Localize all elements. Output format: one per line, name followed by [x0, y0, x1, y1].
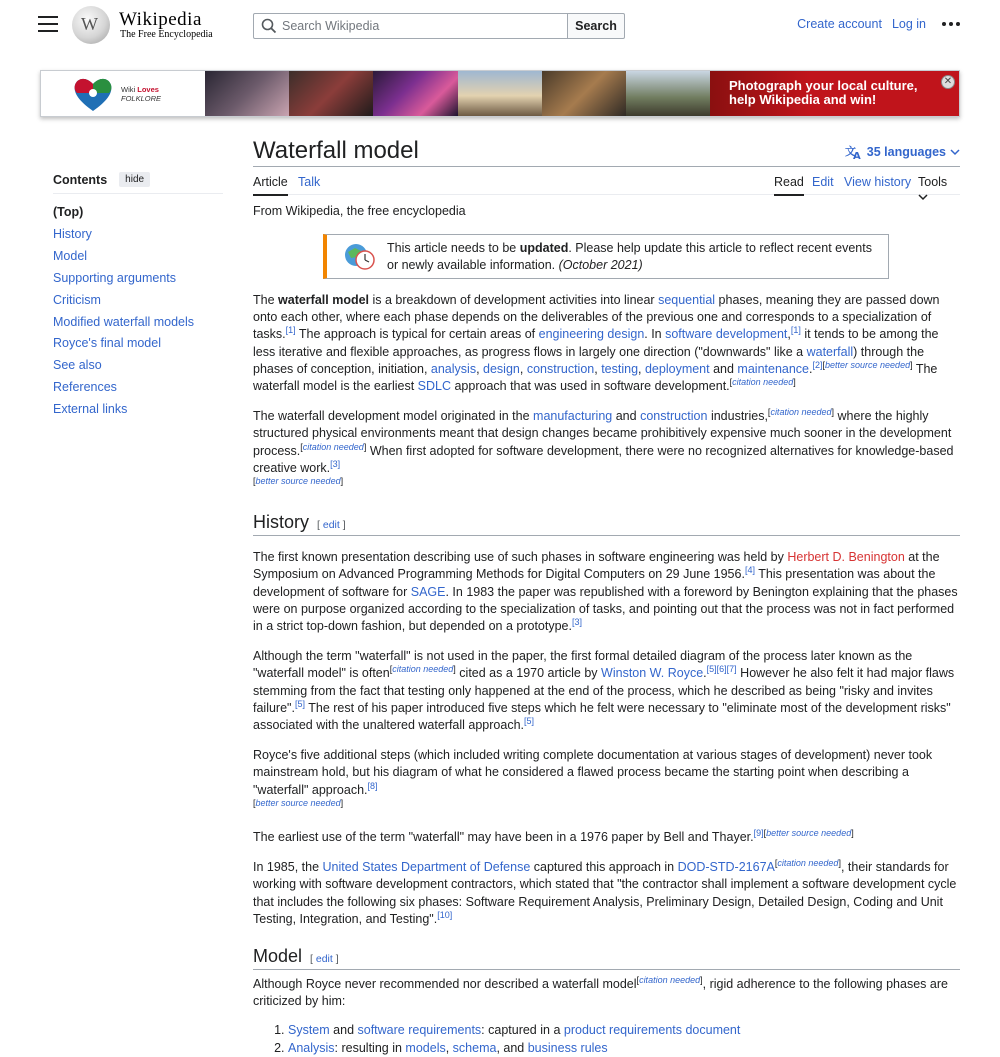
- toc-item-criticism[interactable]: Criticism: [53, 292, 101, 307]
- link-engineering-design[interactable]: engineering design: [538, 327, 645, 342]
- create-account-link[interactable]: Create account: [797, 17, 882, 31]
- article-content: [253, 134, 960, 1057]
- page-tabs: [253, 167, 960, 195]
- wikipedia-wordmark[interactable]: Wikipedia: [119, 9, 202, 30]
- history-paragraph-3: Royce's five additional steps (which included writing complete documentation at various stages of development) never took mainstream hold, but his diagram of what he considered a flawed process became the starting point when describing a "waterfall" approach.[8] [better source needed]: [253, 748, 933, 808]
- section-heading-model: Model [ edit ]: [253, 942, 960, 970]
- history-paragraph-5: In 1985, the United States Department of Defense captured this approach in DOD-STD-2167A[citation needed], their standards for working with software development contractors, which stated that "the contractor shall implement a software development cycle that includes the following six phases: Software Requirement Analysis, Preliminary Design, Detailed Design, Coding and Unit Testing, Integration, and Testing".[10]: [253, 858, 957, 926]
- toc-item-model[interactable]: Model: [53, 248, 88, 263]
- update-notice: [323, 234, 889, 279]
- toc-title: Contents: [53, 172, 108, 187]
- link-waterfall[interactable]: waterfall: [806, 344, 854, 359]
- list-item: 1. System and software requirements: captured in a product requirements document: [288, 1021, 960, 1039]
- search-icon: [261, 18, 277, 34]
- toc-item-modified-waterfall-models[interactable]: Modified waterfall models: [53, 314, 195, 329]
- link-winston-royce[interactable]: Winston W. Royce: [601, 666, 704, 681]
- svg-text:A: A: [852, 151, 861, 162]
- wiki-loves-folklore-logo: [41, 71, 205, 116]
- search-box[interactable]: [253, 13, 568, 39]
- svg-text:文: 文: [844, 145, 856, 158]
- main-menu-icon[interactable]: [38, 16, 58, 32]
- link-sdlc[interactable]: SDLC: [417, 379, 451, 394]
- tab-tools[interactable]: Tools: [918, 175, 960, 203]
- history-paragraph-2: Although the term "waterfall" is not used in the paper, the first formal detailed diagram of the process later known as the "waterfall model" is often[citation needed] cited as a 1970 article by Winston W. Royce.[5][6][7] However he also felt it had major flaws stemming from the fact that testing only happened at the end of the process, which he described as being "risky and invites failure".[5] The rest of his paper introduced five steps which he felt were necessary to "eliminate most of the development risks" associated with the unaltered waterfall approach.[5]: [253, 649, 955, 733]
- link-software-development[interactable]: software development: [665, 327, 788, 342]
- toc-item-top[interactable]: (Top): [53, 205, 84, 219]
- chevron-down-icon: [918, 194, 928, 200]
- page-title: Waterfall model: [253, 137, 419, 164]
- toc-item-supporting-arguments[interactable]: Supporting arguments: [53, 270, 176, 285]
- clock-update-icon: [343, 242, 377, 272]
- search-button[interactable]: Search: [567, 13, 625, 39]
- language-selector[interactable]: 文 A 35 languages: [845, 144, 960, 160]
- tab-edit[interactable]: Edit: [812, 175, 834, 189]
- banner-logo-text: Wiki Loves FOLKLORE: [121, 85, 162, 104]
- table-of-contents: [53, 172, 223, 421]
- site-header: [0, 0, 1000, 52]
- tab-view-history[interactable]: View history: [844, 175, 912, 189]
- history-paragraph-1: The first known presentation describing use of such phases in software engineering was held by Herbert D. Benington at the Symposium on Advanced Programming Methods for Digital Computers on 29 June 1956.[4] This presentation was about the development of software for SAGE. In 1983 the paper was republished with a foreword by Benington explaining that the phases were on purpose organized according to the specialization of tasks, and pointing out that the process was not in fact performed in a strict top-down fashion, but depended on a prototype.[3]: [253, 550, 958, 634]
- model-paragraph-1: Although Royce never recommended nor described a waterfall model[citation needed], rigid adherence to the following phases are criticized by him:: [253, 974, 948, 1009]
- banner-photo-strip: [205, 71, 710, 116]
- chevron-down-icon: [950, 149, 960, 155]
- toc-item-references[interactable]: References: [53, 380, 117, 395]
- list-item: 2. Analysis: resulting in models, schema, and business rules: [288, 1039, 960, 1057]
- toc-item-external-links[interactable]: External links: [53, 402, 128, 417]
- lead-paragraph-2: The waterfall development model originated in the manufacturing and construction industries,[citation needed] where the highly structured physical environments meant that design changes became prohibitively expensive much sooner in the development process.[citation needed] When first adopted for software development, there were no recognized alternatives for knowledge-based creative work.[3] [better source needed]: [253, 407, 954, 486]
- toc-item-royces-final-model[interactable]: Royce's final model: [53, 336, 161, 351]
- lead-paragraph-1: The waterfall model is a breakdown of development activities into linear sequential phases, meaning they are passed down onto each other, where each phase depends on the deliverables of the previous one and corresponds to a specialization of tasks.[1] The approach is typical for certain areas of engineering design. In software development,[1] it tends to be among the less iterative and flexible approaches, as progress flows in largely one direction ("downwards" like a waterfall) through the phases of conception, initiation, analysis, design, construction, testing, deployment and maintenance.[2][better source needed] The waterfall model is the earliest SDLC approach that was used in software development.[citation needed]: [253, 293, 940, 394]
- wikipedia-globe-logo[interactable]: [72, 6, 110, 44]
- user-links: [797, 17, 960, 31]
- banner-close-icon[interactable]: ✕: [941, 75, 955, 89]
- log-in-link[interactable]: Log in: [891, 17, 926, 31]
- banner-call-to-action[interactable]: Photograph your local culture, help Wikipedia and win! ✕: [710, 71, 959, 116]
- tab-read[interactable]: Read: [774, 175, 804, 196]
- more-options-icon[interactable]: [942, 22, 960, 26]
- search-input[interactable]: [282, 17, 562, 35]
- edit-history-link[interactable]: edit: [322, 519, 340, 532]
- campaign-banner[interactable]: [40, 70, 960, 117]
- site-sub: From Wikipedia, the free encyclopedia: [253, 204, 466, 218]
- toc-item-history[interactable]: History: [53, 226, 92, 241]
- tab-talk[interactable]: Talk: [298, 175, 321, 189]
- toc-item-see-also[interactable]: See also: [53, 358, 102, 373]
- toc-hide-button[interactable]: hide: [119, 172, 150, 187]
- translate-icon: [845, 144, 863, 160]
- link-sequential[interactable]: sequential: [658, 293, 716, 307]
- wikipedia-tagline: The Free Encyclopedia: [120, 29, 213, 40]
- section-heading-history: History [ edit ]: [253, 508, 960, 536]
- tab-article[interactable]: Article: [253, 175, 288, 196]
- history-paragraph-4: The earliest use of the term "waterfall" may have been in a 1976 paper by Bell and Thayer.[9][better source needed]: [253, 827, 854, 845]
- phase-list: [288, 1021, 960, 1057]
- puzzle-heart-icon: [71, 75, 115, 113]
- edit-model-link[interactable]: edit: [315, 953, 333, 966]
- notice-text: This article needs to be updated. Please help update this article to reflect recent events or newly available information. (October 2021): [387, 241, 872, 272]
- link-herbert-benington[interactable]: Herbert D. Benington: [787, 550, 905, 565]
